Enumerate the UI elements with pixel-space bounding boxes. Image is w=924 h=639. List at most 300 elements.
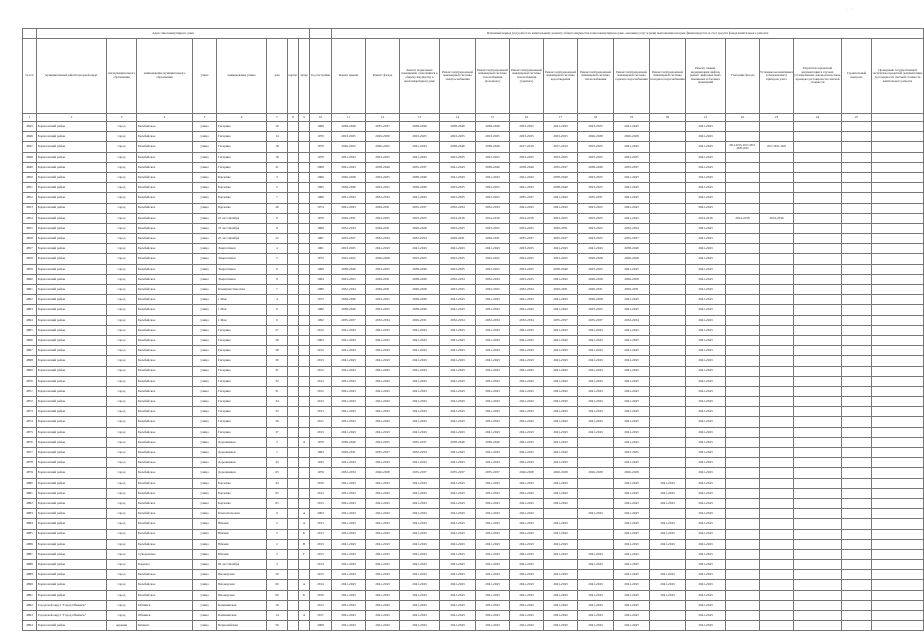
table-cell: 2038-2040 [332, 437, 366, 447]
table-cell [760, 611, 794, 621]
table-cell: 6 [267, 305, 288, 315]
table-cell: 4893 [23, 611, 37, 621]
table-cell [872, 437, 924, 447]
table-cell: А [299, 611, 310, 621]
table-cell: 2041-2043 [510, 448, 544, 458]
table-cell: 2038-2040 [544, 183, 578, 193]
table-cell: 1 Мая [217, 315, 267, 325]
table-cell [726, 193, 760, 203]
column-header-row [23, 39, 924, 114]
column-number: 22 [726, 114, 760, 122]
table-cell [650, 254, 686, 264]
table-cell [794, 172, 842, 182]
table-cell [760, 407, 794, 417]
table-cell: 8 [267, 223, 288, 233]
table-cell: 2041-2043 [400, 152, 440, 162]
table-cell: улица [193, 519, 217, 529]
table-cell [872, 213, 924, 223]
table-cell: 2041-2043 [440, 162, 476, 172]
table-cell: 2041-2043 [614, 397, 650, 407]
table-cell: 2038-2040 [400, 183, 440, 193]
table-cell: 2023-2025 [366, 295, 400, 305]
table-cell [726, 468, 760, 478]
column-header: Строительный контроль [842, 39, 872, 114]
table-cell: Борисовский район [37, 549, 107, 559]
table-cell: 4860 [23, 274, 37, 284]
table-cell: 2041-2043 [686, 346, 726, 356]
table-cell: Энергетиков [217, 254, 267, 264]
table-cell [650, 162, 686, 172]
table-cell: город [107, 142, 137, 152]
table-cell: 2014-2016 [476, 213, 510, 223]
table-cell: 2003 [310, 335, 332, 345]
table-cell: 4845 [23, 122, 37, 132]
table-cell: 34 [267, 397, 288, 407]
table-cell: 37 [267, 427, 288, 437]
table-cell: 2041-2043 [366, 407, 400, 417]
table-cell: 60 [267, 590, 288, 600]
table-cell: 1969 [310, 122, 332, 132]
table-cell: Борзенко [217, 488, 267, 498]
table-cell [650, 356, 686, 366]
table-cell [726, 305, 760, 315]
table-row [23, 132, 924, 142]
table-cell: 2041-2043 [686, 264, 726, 274]
table-cell [760, 254, 794, 264]
table-cell: 2041-2043 [544, 590, 578, 600]
table-row [23, 295, 924, 305]
table-cell: 2041-2043 [440, 244, 476, 254]
table-cell [650, 549, 686, 559]
table-cell: 4892 [23, 600, 37, 610]
table-cell: 2041-2043 [578, 356, 614, 366]
table-cell: Борисовский район [37, 386, 107, 396]
table-cell: город [107, 397, 137, 407]
table-cell: 2041-2043 [510, 580, 544, 590]
table-cell [726, 529, 760, 539]
table-cell: улица [193, 509, 217, 519]
table-cell [299, 193, 310, 203]
table-cell [299, 254, 310, 264]
table-cell: 2023-2025 [544, 254, 578, 264]
table-cell: 2041-2043 [650, 498, 686, 508]
column-number: 10 [310, 114, 332, 122]
table-row [23, 254, 924, 264]
table-cell [842, 122, 872, 132]
table-cell [288, 397, 299, 407]
table-cell [288, 244, 299, 254]
table-cell: 2041-2043 [686, 356, 726, 366]
table-cell: 2013 [310, 397, 332, 407]
table-cell [650, 203, 686, 213]
table-cell: 2023-2025 [440, 223, 476, 233]
table-cell: город [107, 295, 137, 305]
table-cell: 6 [267, 264, 288, 274]
table-cell: 2041-2043 [440, 519, 476, 529]
table-cell: Белебейское [137, 315, 193, 325]
table-cell [872, 529, 924, 539]
table-cell: 63 [267, 468, 288, 478]
table-cell: Бориско [137, 560, 193, 570]
table-cell: 2014-2016, 2017-2019, 2020-2022 [726, 142, 760, 152]
table-cell [726, 437, 760, 447]
table-cell: Гагарина [217, 325, 267, 335]
table-cell: город [107, 529, 137, 539]
table-cell: Белебейское [137, 172, 193, 182]
table-row [23, 590, 924, 600]
column-number: 18 [578, 114, 614, 122]
table-cell: 2041-2043 [578, 600, 614, 610]
table-cell [299, 386, 310, 396]
table-cell: 2041-2043 [366, 458, 400, 468]
table-cell: 2041-2043 [400, 397, 440, 407]
table-cell: Бизвено [137, 621, 193, 631]
table-cell: 4868 [23, 356, 37, 366]
table-cell [760, 132, 794, 142]
table-cell: 2023-2025 [400, 213, 440, 223]
table-cell: 2041-2043 [440, 386, 476, 396]
table-row [23, 244, 924, 254]
table-cell: 2035-2037 [544, 162, 578, 172]
table-cell: Белебейское [137, 244, 193, 254]
table-cell [872, 305, 924, 315]
table-cell: Белебейское [137, 509, 193, 519]
table-cell: 2008 [310, 621, 332, 631]
column-header: Ремонт подвальных помещений, относящихся к общему имуществу в многоквартирном доме [400, 39, 440, 114]
table-cell [650, 142, 686, 152]
table-cell: улица [193, 468, 217, 478]
table-cell: город [107, 285, 137, 295]
table-cell [842, 234, 872, 244]
table-cell: Борзенко [217, 172, 267, 182]
table-cell: 2041-2043 [400, 386, 440, 396]
table-cell: 2041-2043 [614, 366, 650, 376]
table-cell: 2041-2043 [614, 519, 650, 529]
table-cell [872, 417, 924, 427]
table-cell: 2041-2043 [332, 386, 366, 396]
table-cell: 2041-2043 [440, 366, 476, 376]
table-cell: 2014-2016 [510, 213, 544, 223]
table-cell [650, 223, 686, 233]
table-cell: улица [193, 478, 217, 488]
table-cell: 2041-2043 [650, 519, 686, 529]
table-cell [650, 315, 686, 325]
table-cell: 2032-2034 [332, 285, 366, 295]
table-cell: Борисовский район [37, 590, 107, 600]
table-cell: 2041-2043 [400, 611, 440, 621]
table-cell: 2041-2043 [476, 519, 510, 529]
table-cell [760, 305, 794, 315]
table-cell [842, 397, 872, 407]
table-cell [794, 427, 842, 437]
table-cell: улица [193, 611, 217, 621]
table-cell: 2038-2040 [476, 437, 510, 447]
table-cell: 2038-2040 [332, 305, 366, 315]
table-cell [726, 152, 760, 162]
table-cell: 2041-2043 [510, 600, 544, 610]
table-cell [842, 621, 872, 631]
table-cell: 30 [267, 356, 288, 366]
table-cell: 2041-2043 [510, 366, 544, 376]
table-cell: 2041-2043 [650, 478, 686, 488]
table-cell [299, 570, 310, 580]
table-cell: 2041-2043 [686, 580, 726, 590]
table-cell [872, 122, 924, 132]
table-cell: Первомайская [217, 621, 267, 631]
table-cell: 2023-2025 [544, 152, 578, 162]
table-cell: 2041-2043 [510, 478, 544, 488]
table-cell: 1969 [310, 223, 332, 233]
table-cell [299, 376, 310, 386]
table-cell: Гагарина [217, 152, 267, 162]
table-cell: 2041-2043 [686, 570, 726, 580]
table-cell: 2041-2043 [476, 549, 510, 559]
table-cell: 2041-2043 [332, 407, 366, 417]
table-cell [760, 264, 794, 274]
table-cell: город [107, 132, 137, 142]
table-cell [872, 427, 924, 437]
table-cell: 2041-2043 [332, 498, 366, 508]
table-cell: Дорожников [217, 448, 267, 458]
table-cell [794, 529, 842, 539]
table-cell [288, 621, 299, 631]
table-cell [578, 498, 614, 508]
table-cell: 2041-2043 [332, 509, 366, 519]
table-cell [299, 315, 310, 325]
table-cell: 2041-2043 [544, 539, 578, 549]
table-cell [872, 172, 924, 182]
table-cell: 2023-2025 [366, 437, 400, 447]
table-cell: 2038-2040 [400, 122, 440, 132]
column-number: 14 [440, 114, 476, 122]
table-cell: Борисовский район [37, 529, 107, 539]
table-cell [760, 560, 794, 570]
column-number [872, 114, 924, 122]
table-cell: 2041-2043 [440, 172, 476, 182]
table-cell [299, 234, 310, 244]
table-cell [872, 274, 924, 284]
table-cell [794, 549, 842, 559]
table-cell: 2041-2043 [332, 611, 366, 621]
table-cell: 2041-2043 [400, 519, 440, 529]
table-cell: Борисовский район [37, 366, 107, 376]
table-cell: 4852 [23, 193, 37, 203]
table-cell: 2041-2043 [614, 539, 650, 549]
table-cell: 2038-2040 [476, 162, 510, 172]
column-number: 1 [23, 114, 37, 122]
column-number: 7 [267, 114, 288, 122]
table-cell [760, 590, 794, 600]
table-cell: 2041-2043 [510, 356, 544, 366]
table-cell: 2023-2025 [366, 152, 400, 162]
table-cell: город [107, 325, 137, 335]
table-cell: Белебейское [137, 295, 193, 305]
table-cell [650, 560, 686, 570]
table-cell: 2041-2043 [400, 244, 440, 254]
table-cell: 2041-2043 [440, 539, 476, 549]
table-cell [299, 448, 310, 458]
table-cell: Борисовский район [37, 498, 107, 508]
table-cell: 2026-2028 [578, 132, 614, 142]
table-cell [726, 234, 760, 244]
table-cell: 2041-2043 [544, 488, 578, 498]
table-cell: 2041-2043 [686, 417, 726, 427]
table-cell: 2041-2043 [544, 386, 578, 396]
table-cell [842, 590, 872, 600]
table-cell: Борзенко [217, 478, 267, 488]
table-cell: 2026-2028 [614, 468, 650, 478]
table-cell: 4857 [23, 244, 37, 254]
table-cell: улица [193, 142, 217, 152]
table-cell [288, 580, 299, 590]
table-cell: 2041-2043 [440, 356, 476, 366]
table-cell [842, 458, 872, 468]
table-cell [842, 223, 872, 233]
table-cell: город [107, 417, 137, 427]
table-cell [650, 335, 686, 345]
table-cell: 1970 [310, 213, 332, 223]
table-cell [726, 397, 760, 407]
table-cell [842, 183, 872, 193]
table-cell [650, 366, 686, 376]
table-cell: 2041-2043 [366, 529, 400, 539]
table-cell: 2041-2043 [686, 172, 726, 182]
table-cell: 2 [267, 549, 288, 559]
table-cell [650, 448, 686, 458]
table-row [23, 315, 924, 325]
table-cell [842, 264, 872, 274]
table-cell: город [107, 122, 137, 132]
table-cell: 2041-2043 [510, 335, 544, 345]
table-cell: 4867 [23, 346, 37, 356]
table-cell: 4848 [23, 152, 37, 162]
table-cell: 2023-2025 [510, 132, 544, 142]
table-cell: 2041-2043 [544, 407, 578, 417]
table-cell [760, 356, 794, 366]
table-cell: 2041-2043 [614, 142, 650, 152]
table-cell: 2032-2034 [332, 468, 366, 478]
table-cell [650, 376, 686, 386]
table-cell: 2029-2030 [366, 132, 400, 142]
table-cell [650, 407, 686, 417]
table-cell: 2041-2043 [510, 498, 544, 508]
table-cell: 4872 [23, 397, 37, 407]
table-cell: 1970 [310, 437, 332, 447]
table-cell: 2041-2043 [510, 172, 544, 182]
table-cell: 2041-2043 [476, 386, 510, 396]
table-cell: Борисовский район [37, 335, 107, 345]
table-cell [872, 509, 924, 519]
table-cell: 2041-2043 [476, 611, 510, 621]
table-cell [650, 325, 686, 335]
table-cell: 2012 [310, 325, 332, 335]
table-cell: 2041-2043 [476, 295, 510, 305]
table-cell [726, 295, 760, 305]
table-cell: 2014-2016 [440, 213, 476, 223]
table-cell [794, 539, 842, 549]
table-cell: город [107, 498, 137, 508]
table-cell: 2041-2043 [614, 193, 650, 203]
table-cell [760, 549, 794, 559]
table-row [23, 580, 924, 590]
table-cell: 2041-2043 [544, 519, 578, 529]
table-cell: 2041-2043 [578, 386, 614, 396]
table-cell: 2032-2034 [366, 315, 400, 325]
table-cell: 4871 [23, 386, 37, 396]
table-cell: 2013 [310, 376, 332, 386]
table-cell: 2041-2043 [366, 397, 400, 407]
table-cell [842, 213, 872, 223]
table-cell: 2023-2025 [332, 132, 366, 142]
table-cell [872, 234, 924, 244]
column-number: 2 [37, 114, 107, 122]
table-cell: 2041-2043 [650, 488, 686, 498]
table-cell [299, 468, 310, 478]
table-cell: 2041-2043 [510, 621, 544, 631]
column-header: наименование улицы [217, 39, 267, 114]
table-cell: Дорожников [217, 437, 267, 447]
table-cell: 2041-2043 [440, 458, 476, 468]
table-cell: А [299, 519, 310, 529]
table-cell [872, 183, 924, 193]
table-cell: Энергетиков [217, 274, 267, 284]
table-cell [842, 468, 872, 478]
table-cell: 1972 [310, 254, 332, 264]
table-cell [726, 346, 760, 356]
table-cell: Борисовский район [37, 244, 107, 254]
table-cell [872, 560, 924, 570]
column-header: № п/п [23, 39, 37, 114]
table-cell: 45 [267, 458, 288, 468]
table-cell: 2041-2043 [544, 549, 578, 559]
column-header: Утепление фасада [726, 39, 760, 114]
table-cell: 2023-2025 [476, 183, 510, 193]
table-cell: 2041-2043 [400, 335, 440, 345]
table-cell: 14 [267, 132, 288, 142]
table-cell: 1935 [310, 458, 332, 468]
table-cell: 2 [267, 539, 288, 549]
table-cell: 2041-2043 [686, 611, 726, 621]
table-cell [872, 611, 924, 621]
table-cell [299, 142, 310, 152]
table-cell [794, 305, 842, 315]
column-number: 15 [476, 114, 510, 122]
table-cell: 2041-2043 [400, 488, 440, 498]
table-cell: Гагарина [217, 142, 267, 152]
table-cell [288, 172, 299, 182]
table-cell: 2035-2037 [510, 193, 544, 203]
table-cell: 2041-2043 [544, 448, 578, 458]
table-cell: 4876 [23, 437, 37, 447]
table-cell: 2041-2043 [578, 580, 614, 590]
table-cell: 26 [267, 203, 288, 213]
table-cell: 2041-2043 [440, 621, 476, 631]
table-cell: 2041-2043 [440, 417, 476, 427]
table-cell: 2023-2025 [578, 142, 614, 152]
column-number: 13 [400, 114, 440, 122]
table-cell: 31 [267, 366, 288, 376]
table-cell: 5 [267, 183, 288, 193]
table-cell: 2041-2043 [510, 325, 544, 335]
table-cell [794, 315, 842, 325]
table-cell: 1976 [310, 468, 332, 478]
table-row [23, 560, 924, 570]
table-cell [726, 539, 760, 549]
table-cell: Белебейское [137, 376, 193, 386]
table-cell: Белебейское [137, 570, 193, 580]
table-cell: 2012 [310, 366, 332, 376]
table-cell: 2041-2043 [400, 427, 440, 437]
